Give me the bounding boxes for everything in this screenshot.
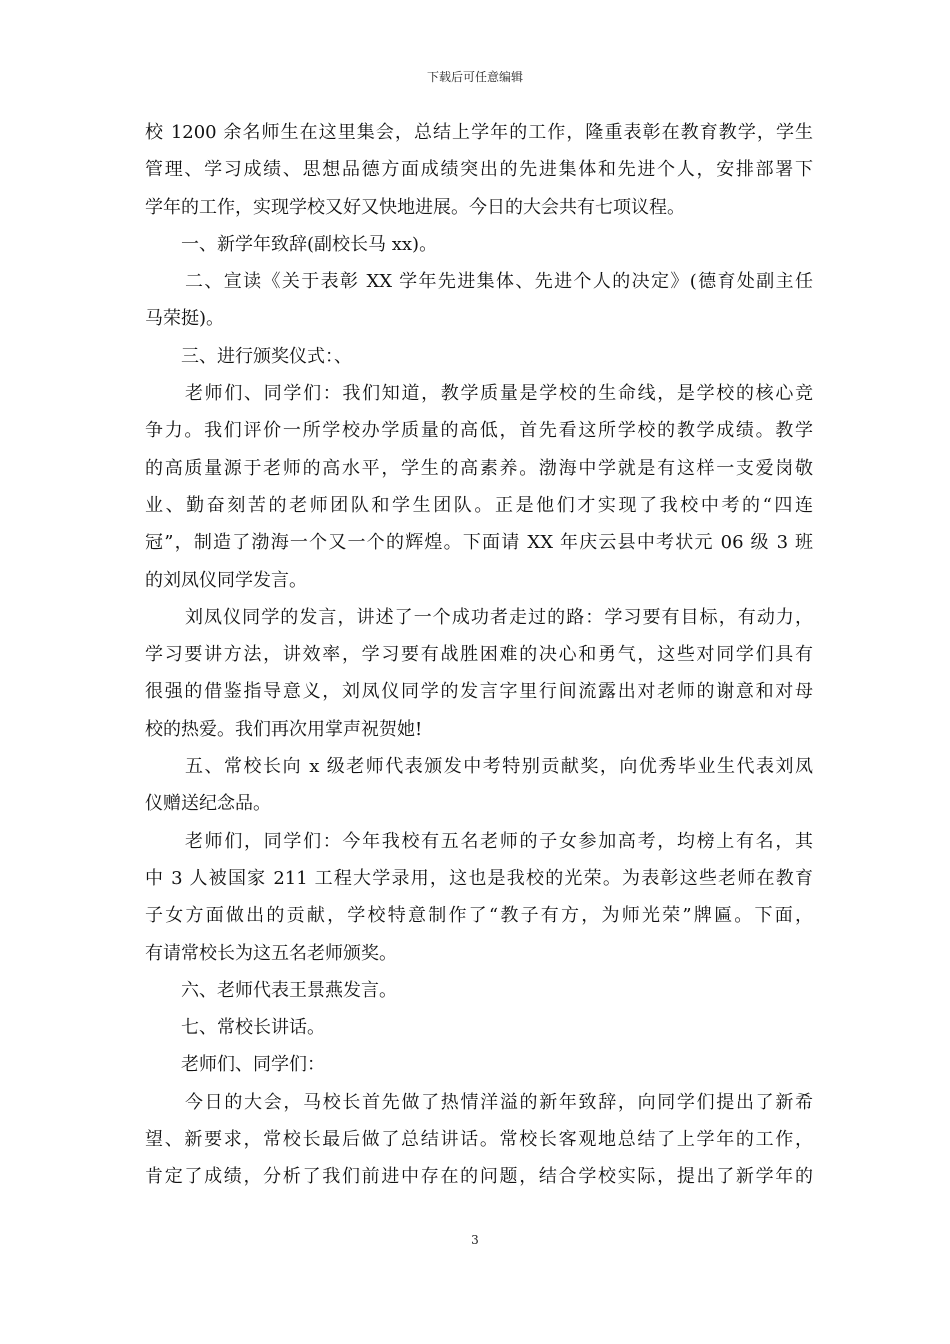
body-line: 有请常校长为这五名老师颁奖。 bbox=[145, 942, 397, 964]
body-line: 校 1200 余名师生在这里集会，总结上学年的工作，隆重表彰在教育教学，学生 bbox=[145, 122, 813, 143]
body-line: 争力。我们评价一所学校办学质量的高低，首先看这所学校的教学成绩。教学 bbox=[145, 420, 813, 442]
body-line: 业、勤奋刻苦的老师团队和学生团队。正是他们才实现了我校中考的“四连 bbox=[145, 494, 813, 516]
body-line: 的高质量源于老师的高水平，学生的高素养。渤海中学就是有这样一支爱岗敬 bbox=[145, 457, 813, 479]
body-line: 很强的借鉴指导意义，刘凤仪同学的发言字里行间流露出对老师的谢意和对母 bbox=[145, 681, 813, 703]
document-body bbox=[145, 114, 813, 1196]
body-line: 的刘凤仪同学发言。 bbox=[145, 569, 307, 591]
body-line: 子女方面做出的贡献，学校特意制作了“教子有方，为师光荣”牌匾。下面， bbox=[145, 905, 813, 927]
body-line: 中 3 人被国家 211 工程大学录用，这也是我校的光荣。为表彰这些老师在教育 bbox=[145, 867, 813, 889]
body-line: 管理、学习成绩、思想品德方面成绩突出的先进集体和先进个人，安排部署下 bbox=[145, 159, 813, 181]
agenda-item: 七、常校长讲话。 bbox=[181, 1017, 325, 1039]
body-line: 肯定了成绩，分析了我们前进中存在的问题，结合学校实际，提出了新学年的 bbox=[145, 1166, 813, 1188]
paragraph-start: 刘凤仪同学的发言，讲述了一个成功者走过的路：学习要有目标，有动力， bbox=[185, 606, 813, 628]
agenda-item: 二、宣读《关于表彰 XX 学年先进集体、先进个人的决定》(德育处副主任 bbox=[185, 271, 813, 293]
body-line: 校的热爱。我们再次用掌声祝贺她! bbox=[145, 718, 423, 740]
agenda-item: 一、新学年致辞(副校长马 xx)。 bbox=[181, 233, 438, 255]
paragraph-start: 老师们，同学们：今年我校有五名老师的子女参加高考，均榜上有名，其 bbox=[185, 830, 813, 852]
body-line: 望、新要求，常校长最后做了总结讲话。常校长客观地总结了上学年的工作， bbox=[145, 1129, 813, 1151]
page-number: 3 bbox=[471, 1233, 479, 1247]
paragraph-start: 老师们、同学们：我们知道，教学质量是学校的生命线，是学校的核心竞 bbox=[185, 383, 813, 405]
page-header: 下载后可任意编辑 bbox=[426, 70, 523, 84]
body-line: 冠”，制造了渤海一个又一个的辉煌。下面请 XX 年庆云县中考状元 06 级 3 班 bbox=[145, 532, 813, 554]
body-line: 仪赠送纪念品。 bbox=[145, 793, 271, 815]
body-line: 学年的工作，实现学校又好又快地进展。今日的大会共有七项议程。 bbox=[145, 196, 685, 218]
paragraph-start: 今日的大会，马校长首先做了热情洋溢的新年致辞，向同学们提出了新希 bbox=[185, 1091, 813, 1113]
agenda-item: 三、进行颁奖仪式：、 bbox=[181, 345, 352, 367]
body-line: 马荣挺)。 bbox=[145, 308, 225, 330]
salutation: 老师们、同学们： bbox=[181, 1054, 325, 1076]
agenda-item: 六、老师代表王景燕发言。 bbox=[181, 979, 397, 1001]
body-line: 学习要讲方法，讲效率，学习要有战胜困难的决心和勇气，这些对同学们具有 bbox=[145, 644, 813, 666]
agenda-item: 五、常校长向 x 级老师代表颁发中考特别贡献奖，向优秀毕业生代表刘凤 bbox=[185, 756, 813, 778]
